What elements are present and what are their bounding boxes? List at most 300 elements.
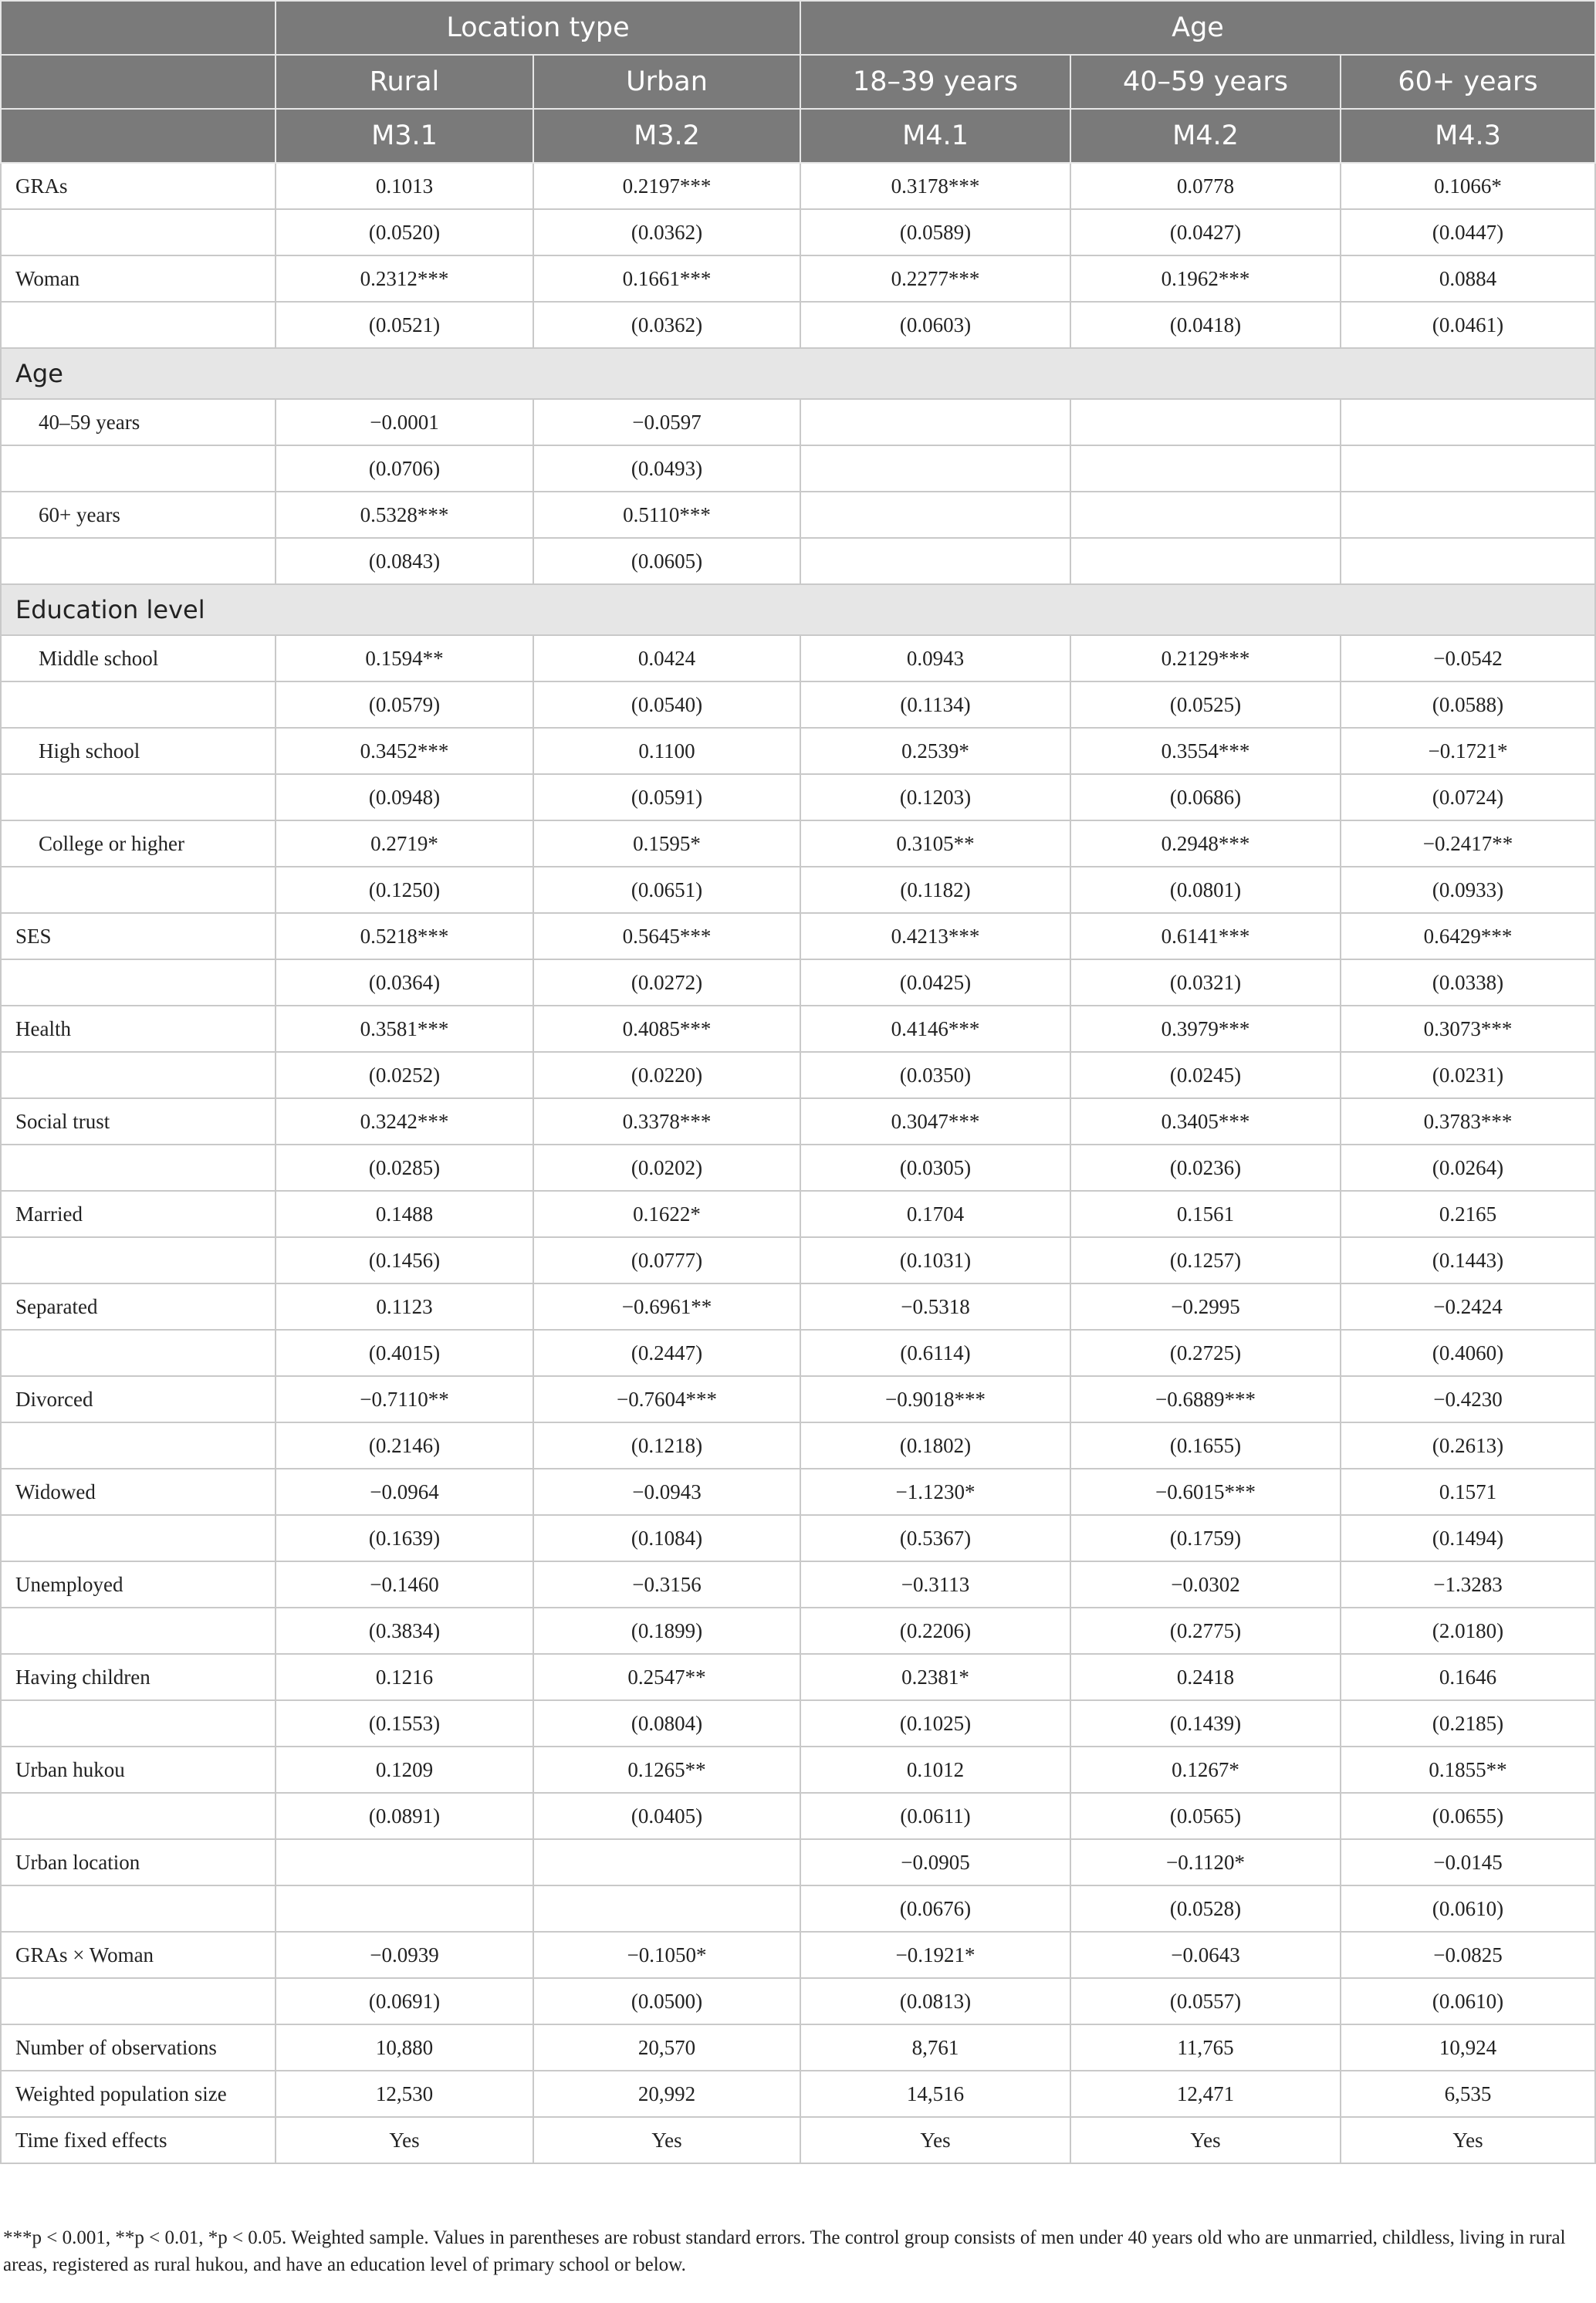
value-cell: −0.5318	[800, 1283, 1070, 1330]
value-cell: 0.1646	[1341, 1654, 1595, 1700]
value-cell: −0.0643	[1070, 1932, 1341, 1978]
value-cell: (0.0525)	[1070, 681, 1341, 728]
value-cell: 0.3554***	[1070, 728, 1341, 774]
value-cell: (0.0425)	[800, 959, 1070, 1006]
section-row	[1, 348, 1595, 399]
value-cell: (0.0245)	[1070, 1052, 1341, 1098]
value-cell: (0.4015)	[276, 1330, 533, 1376]
value-cell: 0.1962***	[1070, 255, 1341, 302]
se-row	[1, 1885, 1595, 1932]
coef-row	[1, 255, 1595, 302]
value-cell: −0.0001	[276, 399, 533, 445]
value-cell: (0.1439)	[1070, 1700, 1341, 1747]
value-cell: (0.1134)	[800, 681, 1070, 728]
value-cell: (0.0777)	[533, 1237, 800, 1283]
section-label: Age	[1, 348, 1595, 399]
value-cell: (0.0605)	[533, 538, 800, 584]
coef-row	[1, 1376, 1595, 1422]
value-cell: (0.2775)	[1070, 1608, 1341, 1654]
value-cell: 0.1209	[276, 1747, 533, 1793]
value-cell: (0.0493)	[533, 445, 800, 492]
row-label: 60+ years	[1, 492, 276, 538]
se-row	[1, 867, 1595, 913]
table-footnote: ***p < 0.001, **p < 0.01, *p < 0.05. Weighted sample. Values in parentheses are robust standard errors. The control group consists of men under 40 years old who are unmarried, childless, living in rural areas, registered as rural hukou, and have an education level of primary school or below.	[3, 2227, 1566, 2275]
value-cell: 10,880	[276, 2024, 533, 2071]
value-cell: Yes	[276, 2117, 533, 2163]
value-cell: −0.1721*	[1341, 728, 1595, 774]
value-cell: 0.0424	[533, 635, 800, 681]
value-cell	[1070, 538, 1341, 584]
value-cell: −0.0302	[1070, 1561, 1341, 1608]
value-cell: −0.0597	[533, 399, 800, 445]
value-cell: 0.3378***	[533, 1098, 800, 1145]
row-label	[1, 1330, 276, 1376]
se-row	[1, 209, 1595, 255]
value-cell: 0.4085***	[533, 1006, 800, 1052]
value-cell: 0.1013	[276, 163, 533, 209]
row-label	[1, 1237, 276, 1283]
value-cell: −0.6961**	[533, 1283, 800, 1330]
value-cell: (0.0610)	[1341, 1885, 1595, 1932]
row-label: Woman	[1, 255, 276, 302]
coef-row	[1, 1006, 1595, 1052]
value-cell: 0.2165	[1341, 1191, 1595, 1237]
row-label	[1, 1608, 276, 1654]
value-cell: (0.1250)	[276, 867, 533, 913]
value-cell: 0.3581***	[276, 1006, 533, 1052]
value-cell: (0.0520)	[276, 209, 533, 255]
table-body	[1, 163, 1595, 2163]
value-cell: −0.9018***	[800, 1376, 1070, 1422]
value-cell: 0.6429***	[1341, 913, 1595, 959]
value-cell: (0.1759)	[1070, 1515, 1341, 1561]
coef-row	[1, 399, 1595, 445]
value-cell: 0.2129***	[1070, 635, 1341, 681]
se-row	[1, 681, 1595, 728]
value-cell: (0.0447)	[1341, 209, 1595, 255]
row-label: Urban location	[1, 1839, 276, 1885]
value-cell: (0.0427)	[1070, 209, 1341, 255]
value-cell: 0.2418	[1070, 1654, 1341, 1700]
value-cell: (0.0528)	[1070, 1885, 1341, 1932]
header-model: M3.1	[276, 109, 533, 163]
value-cell: (0.0500)	[533, 1978, 800, 2024]
value-cell: 20,992	[533, 2071, 800, 2117]
row-label	[1, 867, 276, 913]
header-model: M3.2	[533, 109, 800, 163]
value-cell	[800, 492, 1070, 538]
coef-row	[1, 1932, 1595, 1978]
value-cell: −0.3156	[533, 1561, 800, 1608]
row-label	[1, 681, 276, 728]
se-row	[1, 1237, 1595, 1283]
se-row	[1, 1052, 1595, 1098]
value-cell: (0.0220)	[533, 1052, 800, 1098]
value-cell: 0.2197***	[533, 163, 800, 209]
se-row	[1, 1422, 1595, 1469]
header-group-location: Location type	[276, 1, 800, 55]
value-cell: −0.6015***	[1070, 1469, 1341, 1515]
value-cell: (0.5367)	[800, 1515, 1070, 1561]
value-cell: −0.2424	[1341, 1283, 1595, 1330]
value-cell: 0.1488	[276, 1191, 533, 1237]
value-cell: 0.5645***	[533, 913, 800, 959]
value-cell: (0.1257)	[1070, 1237, 1341, 1283]
value-cell: 10,924	[1341, 2024, 1595, 2071]
value-cell: (0.0418)	[1070, 302, 1341, 348]
se-row	[1, 1515, 1595, 1561]
row-label: Separated	[1, 1283, 276, 1330]
value-cell: (2.0180)	[1341, 1608, 1595, 1654]
value-cell: −0.0145	[1341, 1839, 1595, 1885]
row-label: Having children	[1, 1654, 276, 1700]
value-cell: 0.1066*	[1341, 163, 1595, 209]
value-cell: (0.1899)	[533, 1608, 800, 1654]
se-row	[1, 538, 1595, 584]
value-cell: (0.0252)	[276, 1052, 533, 1098]
header-corner	[1, 109, 276, 163]
value-cell: 0.4146***	[800, 1006, 1070, 1052]
row-label	[1, 1793, 276, 1839]
value-cell: (0.0405)	[533, 1793, 800, 1839]
header-corner	[1, 55, 276, 109]
value-cell: −0.0939	[276, 1932, 533, 1978]
value-cell: (0.2206)	[800, 1608, 1070, 1654]
value-cell: −0.2995	[1070, 1283, 1341, 1330]
value-cell	[800, 399, 1070, 445]
value-cell: (0.0801)	[1070, 867, 1341, 913]
value-cell	[800, 445, 1070, 492]
value-cell: (0.0285)	[276, 1145, 533, 1191]
value-cell: 0.3178***	[800, 163, 1070, 209]
value-cell: 0.2312***	[276, 255, 533, 302]
row-label	[1, 445, 276, 492]
value-cell: (0.1494)	[1341, 1515, 1595, 1561]
value-cell: (0.1802)	[800, 1422, 1070, 1469]
row-label: Number of observations	[1, 2024, 276, 2071]
value-cell: −0.3113	[800, 1561, 1070, 1608]
row-label	[1, 209, 276, 255]
value-cell: (0.2447)	[533, 1330, 800, 1376]
row-label: GRAs × Woman	[1, 1932, 276, 1978]
header-group-row	[1, 1, 1595, 55]
se-row	[1, 959, 1595, 1006]
value-cell: 0.2547**	[533, 1654, 800, 1700]
value-cell: (0.1084)	[533, 1515, 800, 1561]
value-cell: −0.1921*	[800, 1932, 1070, 1978]
value-cell: (0.1443)	[1341, 1237, 1595, 1283]
coef-row	[1, 1561, 1595, 1608]
value-cell: (0.0686)	[1070, 774, 1341, 820]
value-cell: −0.0542	[1341, 635, 1595, 681]
header-model: M4.3	[1341, 109, 1595, 163]
row-label	[1, 959, 276, 1006]
value-cell: (0.0706)	[276, 445, 533, 492]
value-cell: 0.2381*	[800, 1654, 1070, 1700]
header-model: M4.1	[800, 109, 1070, 163]
header-subgroup-row	[1, 55, 1595, 109]
value-cell: 0.3405***	[1070, 1098, 1341, 1145]
value-cell: 11,765	[1070, 2024, 1341, 2071]
header-subgroup: 18–39 years	[800, 55, 1070, 109]
section-label: Education level	[1, 584, 1595, 635]
coef-row	[1, 1098, 1595, 1145]
value-cell: 0.5218***	[276, 913, 533, 959]
coef-row	[1, 163, 1595, 209]
header-group-age: Age	[800, 1, 1595, 55]
value-cell: 0.0778	[1070, 163, 1341, 209]
row-label	[1, 1422, 276, 1469]
value-cell: (0.1639)	[276, 1515, 533, 1561]
stat-row	[1, 2117, 1595, 2163]
value-cell: 20,570	[533, 2024, 800, 2071]
value-cell: (0.2146)	[276, 1422, 533, 1469]
value-cell: (0.4060)	[1341, 1330, 1595, 1376]
value-cell: −0.4230	[1341, 1376, 1595, 1422]
value-cell: 0.0943	[800, 635, 1070, 681]
header-corner	[1, 1, 276, 55]
value-cell	[533, 1839, 800, 1885]
value-cell: (0.2185)	[1341, 1700, 1595, 1747]
value-cell: (0.0236)	[1070, 1145, 1341, 1191]
row-label: SES	[1, 913, 276, 959]
row-label: Health	[1, 1006, 276, 1052]
section-row	[1, 584, 1595, 635]
value-cell	[276, 1839, 533, 1885]
value-cell: −0.1120*	[1070, 1839, 1341, 1885]
value-cell: (0.0264)	[1341, 1145, 1595, 1191]
value-cell: 0.0884	[1341, 255, 1595, 302]
value-cell: 0.1855**	[1341, 1747, 1595, 1793]
value-cell: (0.0651)	[533, 867, 800, 913]
value-cell: Yes	[1341, 2117, 1595, 2163]
value-cell: (0.0461)	[1341, 302, 1595, 348]
value-cell: 0.2719*	[276, 820, 533, 867]
value-cell: 0.1267*	[1070, 1747, 1341, 1793]
row-label: GRAs	[1, 163, 276, 209]
value-cell: (0.1456)	[276, 1237, 533, 1283]
value-cell: 0.2539*	[800, 728, 1070, 774]
value-cell: (0.0540)	[533, 681, 800, 728]
value-cell: (0.6114)	[800, 1330, 1070, 1376]
value-cell: (0.0655)	[1341, 1793, 1595, 1839]
value-cell: 0.6141***	[1070, 913, 1341, 959]
value-cell: −0.7110**	[276, 1376, 533, 1422]
value-cell: 0.1265**	[533, 1747, 800, 1793]
value-cell	[1341, 399, 1595, 445]
value-cell: (0.0231)	[1341, 1052, 1595, 1098]
value-cell: (0.0588)	[1341, 681, 1595, 728]
value-cell: Yes	[1070, 2117, 1341, 2163]
value-cell	[1070, 399, 1341, 445]
value-cell: (0.0610)	[1341, 1978, 1595, 2024]
value-cell: (0.0676)	[800, 1885, 1070, 1932]
value-cell: (0.0321)	[1070, 959, 1341, 1006]
value-cell: (0.0603)	[800, 302, 1070, 348]
value-cell: −0.7604***	[533, 1376, 800, 1422]
value-cell: −0.1050*	[533, 1932, 800, 1978]
value-cell: (0.1182)	[800, 867, 1070, 913]
value-cell: (0.0338)	[1341, 959, 1595, 1006]
value-cell: −1.3283	[1341, 1561, 1595, 1608]
header-subgroup: 60+ years	[1341, 55, 1595, 109]
value-cell: 0.3242***	[276, 1098, 533, 1145]
value-cell: (0.0591)	[533, 774, 800, 820]
value-cell: (0.0272)	[533, 959, 800, 1006]
value-cell: (0.0933)	[1341, 867, 1595, 913]
row-label: Weighted population size	[1, 2071, 276, 2117]
value-cell: 0.3047***	[800, 1098, 1070, 1145]
value-cell: 0.1561	[1070, 1191, 1341, 1237]
value-cell: −0.6889***	[1070, 1376, 1341, 1422]
value-cell: 6,535	[1341, 2071, 1595, 2117]
value-cell: (0.2725)	[1070, 1330, 1341, 1376]
value-cell: 0.1704	[800, 1191, 1070, 1237]
value-cell	[1341, 445, 1595, 492]
value-cell: 0.3105**	[800, 820, 1070, 867]
se-row	[1, 1793, 1595, 1839]
value-cell: (0.0362)	[533, 209, 800, 255]
coef-row	[1, 1283, 1595, 1330]
value-cell: (0.0579)	[276, 681, 533, 728]
value-cell: (0.1553)	[276, 1700, 533, 1747]
stat-row	[1, 2024, 1595, 2071]
value-cell: −1.1230*	[800, 1469, 1070, 1515]
value-cell: (0.0350)	[800, 1052, 1070, 1098]
header-model-row	[1, 109, 1595, 163]
row-label	[1, 302, 276, 348]
row-label: Divorced	[1, 1376, 276, 1422]
stat-row	[1, 2071, 1595, 2117]
value-cell: −0.0964	[276, 1469, 533, 1515]
value-cell: (0.0813)	[800, 1978, 1070, 2024]
value-cell: 0.5328***	[276, 492, 533, 538]
row-label: High school	[1, 728, 276, 774]
se-row	[1, 302, 1595, 348]
value-cell: 0.3073***	[1341, 1006, 1595, 1052]
row-label	[1, 1145, 276, 1191]
coef-row	[1, 492, 1595, 538]
row-label: 40–59 years	[1, 399, 276, 445]
value-cell: (0.0611)	[800, 1793, 1070, 1839]
row-label: Widowed	[1, 1469, 276, 1515]
row-label: Time fixed effects	[1, 2117, 276, 2163]
value-cell	[1070, 492, 1341, 538]
row-label: College or higher	[1, 820, 276, 867]
row-label	[1, 538, 276, 584]
value-cell: (0.0565)	[1070, 1793, 1341, 1839]
value-cell: (0.0202)	[533, 1145, 800, 1191]
value-cell: 8,761	[800, 2024, 1070, 2071]
value-cell: (0.0891)	[276, 1793, 533, 1839]
se-row	[1, 774, 1595, 820]
row-label: Urban hukou	[1, 1747, 276, 1793]
header-model: M4.2	[1070, 109, 1341, 163]
value-cell: −0.0825	[1341, 1932, 1595, 1978]
value-cell: 0.1594**	[276, 635, 533, 681]
row-label: Married	[1, 1191, 276, 1237]
value-cell: 14,516	[800, 2071, 1070, 2117]
value-cell: (0.0589)	[800, 209, 1070, 255]
value-cell: (0.0843)	[276, 538, 533, 584]
row-label	[1, 1978, 276, 2024]
se-row	[1, 1330, 1595, 1376]
value-cell: 0.5110***	[533, 492, 800, 538]
row-label	[1, 1052, 276, 1098]
value-cell: (0.1025)	[800, 1700, 1070, 1747]
header-subgroup: Rural	[276, 55, 533, 109]
value-cell: 0.3452***	[276, 728, 533, 774]
value-cell	[1341, 538, 1595, 584]
value-cell: (0.0364)	[276, 959, 533, 1006]
value-cell: (0.1031)	[800, 1237, 1070, 1283]
value-cell	[800, 538, 1070, 584]
value-cell: 0.1123	[276, 1283, 533, 1330]
coef-row	[1, 1469, 1595, 1515]
value-cell	[533, 1885, 800, 1932]
coef-row	[1, 728, 1595, 774]
header-subgroup: Urban	[533, 55, 800, 109]
table-header	[1, 1, 1595, 163]
row-label	[1, 774, 276, 820]
value-cell: 0.3783***	[1341, 1098, 1595, 1145]
value-cell: (0.1203)	[800, 774, 1070, 820]
value-cell: 0.1100	[533, 728, 800, 774]
value-cell: 0.1595*	[533, 820, 800, 867]
value-cell: (0.1218)	[533, 1422, 800, 1469]
row-label	[1, 1700, 276, 1747]
value-cell: 0.1571	[1341, 1469, 1595, 1515]
row-label: Social trust	[1, 1098, 276, 1145]
value-cell: Yes	[533, 2117, 800, 2163]
value-cell: (0.3834)	[276, 1608, 533, 1654]
value-cell: 0.1216	[276, 1654, 533, 1700]
se-row	[1, 1608, 1595, 1654]
row-label	[1, 1515, 276, 1561]
row-label	[1, 1885, 276, 1932]
coef-row	[1, 913, 1595, 959]
se-row	[1, 445, 1595, 492]
value-cell: 0.1622*	[533, 1191, 800, 1237]
coef-row	[1, 635, 1595, 681]
value-cell	[1341, 492, 1595, 538]
se-row	[1, 1978, 1595, 2024]
value-cell: (0.1655)	[1070, 1422, 1341, 1469]
value-cell: 12,471	[1070, 2071, 1341, 2117]
value-cell	[1070, 445, 1341, 492]
row-label: Middle school	[1, 635, 276, 681]
se-row	[1, 1700, 1595, 1747]
value-cell: 0.1012	[800, 1747, 1070, 1793]
header-subgroup: 40–59 years	[1070, 55, 1341, 109]
value-cell: 0.2277***	[800, 255, 1070, 302]
coef-row	[1, 1654, 1595, 1700]
value-cell: (0.0557)	[1070, 1978, 1341, 2024]
value-cell: (0.0521)	[276, 302, 533, 348]
value-cell: (0.0724)	[1341, 774, 1595, 820]
value-cell: 0.1661***	[533, 255, 800, 302]
value-cell	[276, 1885, 533, 1932]
value-cell: 0.4213***	[800, 913, 1070, 959]
value-cell: 0.2948***	[1070, 820, 1341, 867]
coef-row	[1, 820, 1595, 867]
value-cell: (0.0305)	[800, 1145, 1070, 1191]
value-cell: 0.3979***	[1070, 1006, 1341, 1052]
row-label: Unemployed	[1, 1561, 276, 1608]
coef-row	[1, 1747, 1595, 1793]
coef-row	[1, 1839, 1595, 1885]
se-row	[1, 1145, 1595, 1191]
